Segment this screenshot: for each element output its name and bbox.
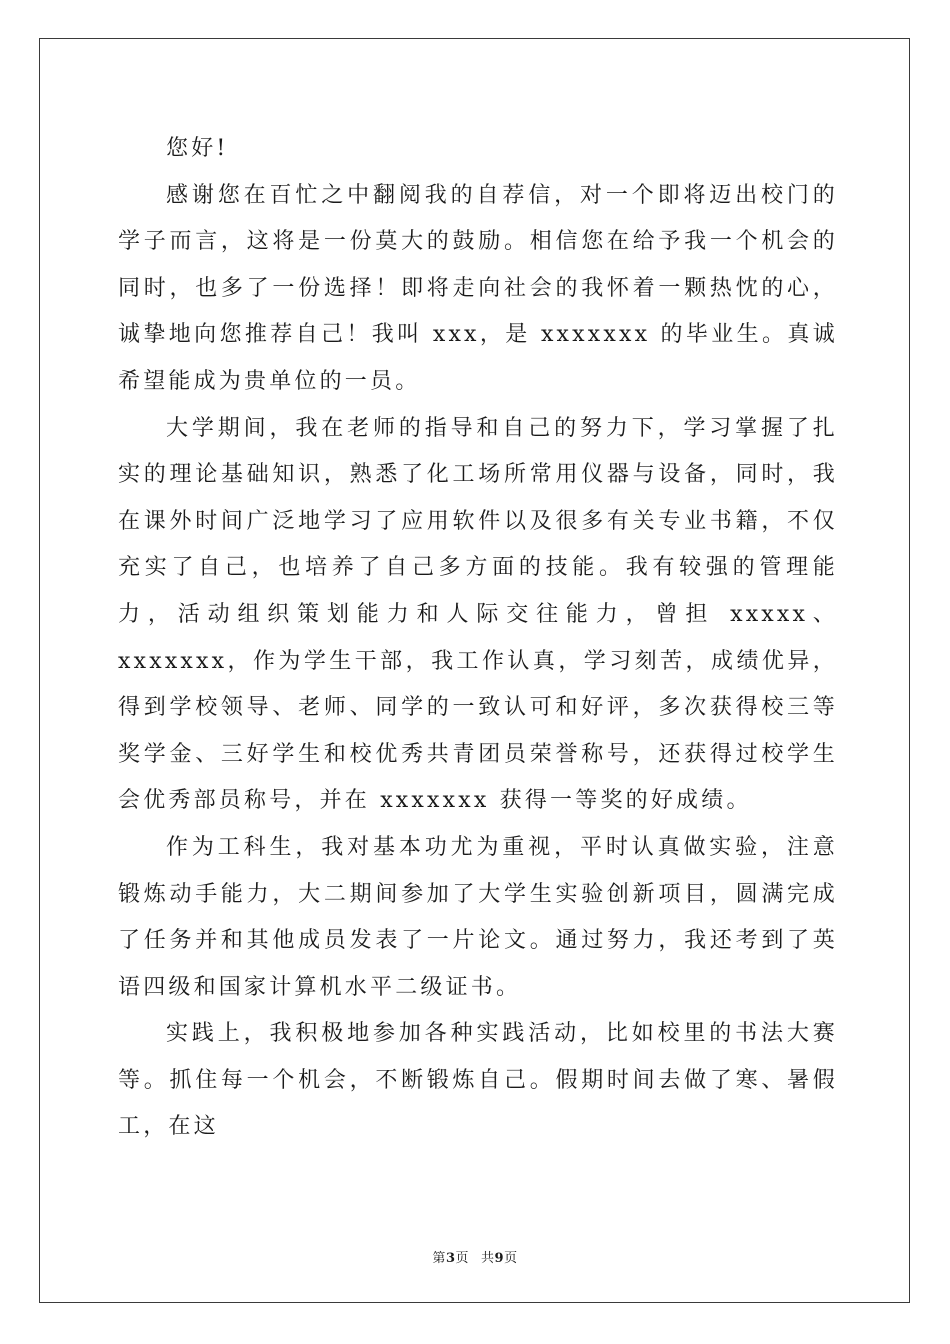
total-prefix: 共 (481, 1251, 495, 1266)
letter-body (118, 126, 838, 1151)
greeting: 您好! (166, 136, 229, 161)
paragraph-engineering: 作为工科生，我对基本功尤为重视，平时认真做实验，注意锻炼动手能力，大二期间参加了大学生实验创新项目，圆满完成了任务并和其他成员发表了一片论文。通过努力，我还考到了英语四级和国家计算机水平二级证书。 (118, 834, 838, 1000)
paragraph-university: 大学期间，我在老师的指导和自己的努力下，学习掌握了扎实的理论基础知识，熟悉了化工场所常用仪器与设备，同时，我在课外时间广泛地学习了应用软件以及很多有关专业书籍，不仅充实了自己，也培养了自己多方面的技能。我有较强的管理能力，活动组织策划能力和人际交往能力，曾担 xxxxx、xxxxxxx，作为学生干部，我工作认真，学习刻苦，成绩优异，得到学校领导、老师、同学的一致认可和好评，多次获得校三等奖学金、三好学生和校优秀共青团员荣誉称号，还获得过校学生会优秀部员称号，并在 xxxxxxx 获得一等奖的好成绩。 (118, 415, 838, 814)
current-page-number: 3 (445, 1251, 456, 1266)
paragraph-practice: 实践上，我积极地参加各种实践活动，比如校里的书法大赛等。抓住每一个机会，不断锻炼自己。假期时间去做了寒、暑假工，在这 (118, 1021, 838, 1140)
paragraph-intro: 感谢您在百忙之中翻阅我的自荐信，对一个即将迈出校门的学子而言，这将是一份莫大的鼓励。相信您在给予我一个机会的同时，也多了一份选择！即将走向社会的我怀着一颗热忱的心，诚挚地向您推荐自己！我叫 xxx，是 xxxxxxx 的毕业生。真诚希望能成为贵单位的一员。 (118, 182, 838, 394)
page-footer (0, 1247, 950, 1266)
total-pages-number: 9 (494, 1251, 505, 1266)
total-suffix: 页 (504, 1251, 518, 1266)
page-prefix: 第 (432, 1251, 446, 1266)
page-suffix: 页 (455, 1251, 469, 1266)
